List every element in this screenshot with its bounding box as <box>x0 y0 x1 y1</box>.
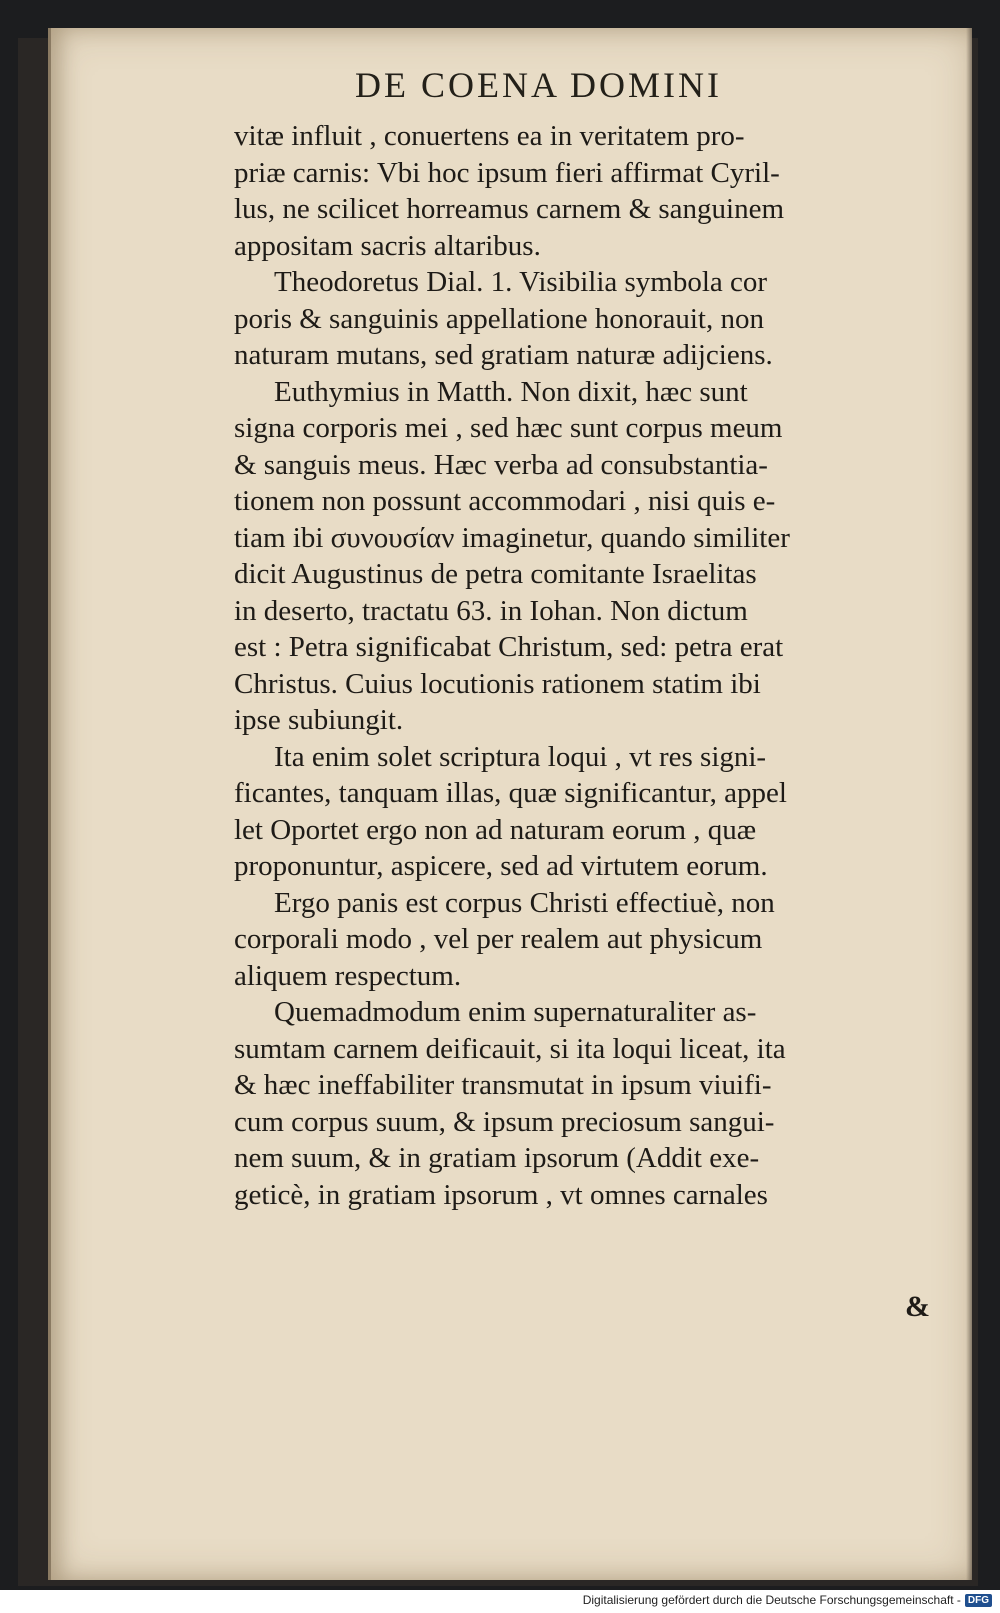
text-line: naturam mutans, sed gratiam naturæ adijciens. <box>234 339 773 371</box>
text-line: Ita enim solet scriptura loqui , vt res signi- <box>274 740 767 773</box>
text-line: in deserto, tractatu 63. in Iohan. Non dictum <box>234 594 748 627</box>
text-line: Theodoretus Dial. 1. Visibilia symbola cor <box>274 266 768 298</box>
text-line: lus, ne scilicet horreamus carnem & sanguinem <box>234 193 785 225</box>
catchword: & <box>905 1290 930 1323</box>
text-line: Christus. Cuius locutionis rationem statim ibi <box>234 667 761 700</box>
text-line: appositam sacris altaribus. <box>234 229 541 262</box>
text-line: geticè, in gratiam ipsorum , vt omnes carnales <box>234 1178 768 1211</box>
text-line: dicit Augustinus de petra comitante Israelitas <box>234 558 757 590</box>
text-line: poris & sanguinis appellatione honorauit, non <box>234 302 764 335</box>
running-header: DE COENA DOMINI <box>355 65 722 105</box>
footer-text: Digitalisierung gefördert durch die Deutsche Forschungsgemeinschaft - <box>582 1593 961 1607</box>
text-line: ipse subiungit. <box>234 704 404 736</box>
text-line: vitæ influit , conuertens ea in veritatem pro- <box>234 120 745 152</box>
text-line: signa corporis mei , sed hæc sunt corpus meum <box>234 412 783 444</box>
text-line: Quemadmodum enim supernaturaliter as- <box>274 996 757 1028</box>
text-line: proponuntur, aspicere, sed ad virtutem eorum. <box>234 850 768 882</box>
digitization-footer <box>583 1593 992 1607</box>
text-line: Euthymius in Matth. Non dixit, hæc sunt <box>274 375 748 408</box>
text-line: & hæc ineffabiliter transmutat in ipsum viuifi- <box>234 1069 772 1101</box>
text-line: Ergo panis est corpus Christi effectiuè, non <box>274 886 775 919</box>
text-line: aliquem respectum. <box>234 959 462 992</box>
text-line: tionem non possunt accommodari , nisi quis e- <box>234 485 776 517</box>
dfg-logo-icon: DFG <box>965 1594 992 1607</box>
page-body-text <box>234 118 934 1213</box>
text-line: est : Petra significabat Christum, sed: petra erat <box>234 631 784 663</box>
text-line: ficantes, tanquam illas, quæ significantur, appel <box>234 777 787 809</box>
text-line: priæ carnis: Vbi hoc ipsum fieri affirmat Cyril- <box>234 156 780 189</box>
text-line: nem suum, & in gratiam ipsorum (Addit exe- <box>234 1142 760 1174</box>
text-line: cum corpus suum, & ipsum preciosum sangui- <box>234 1105 775 1138</box>
text-line: corporali modo , vel per realem aut physicum <box>234 923 763 955</box>
text-line: sumtam carnem deificauit, si ita loqui liceat, ita <box>234 1032 786 1065</box>
text-line: & sanguis meus. Hæc verba ad consubstantia- <box>234 448 768 481</box>
text-line: tiam ibi συνουσίαν imaginetur, quando similiter <box>234 521 790 554</box>
text-line: let Oportet ergo non ad naturam eorum , quæ <box>234 813 757 846</box>
